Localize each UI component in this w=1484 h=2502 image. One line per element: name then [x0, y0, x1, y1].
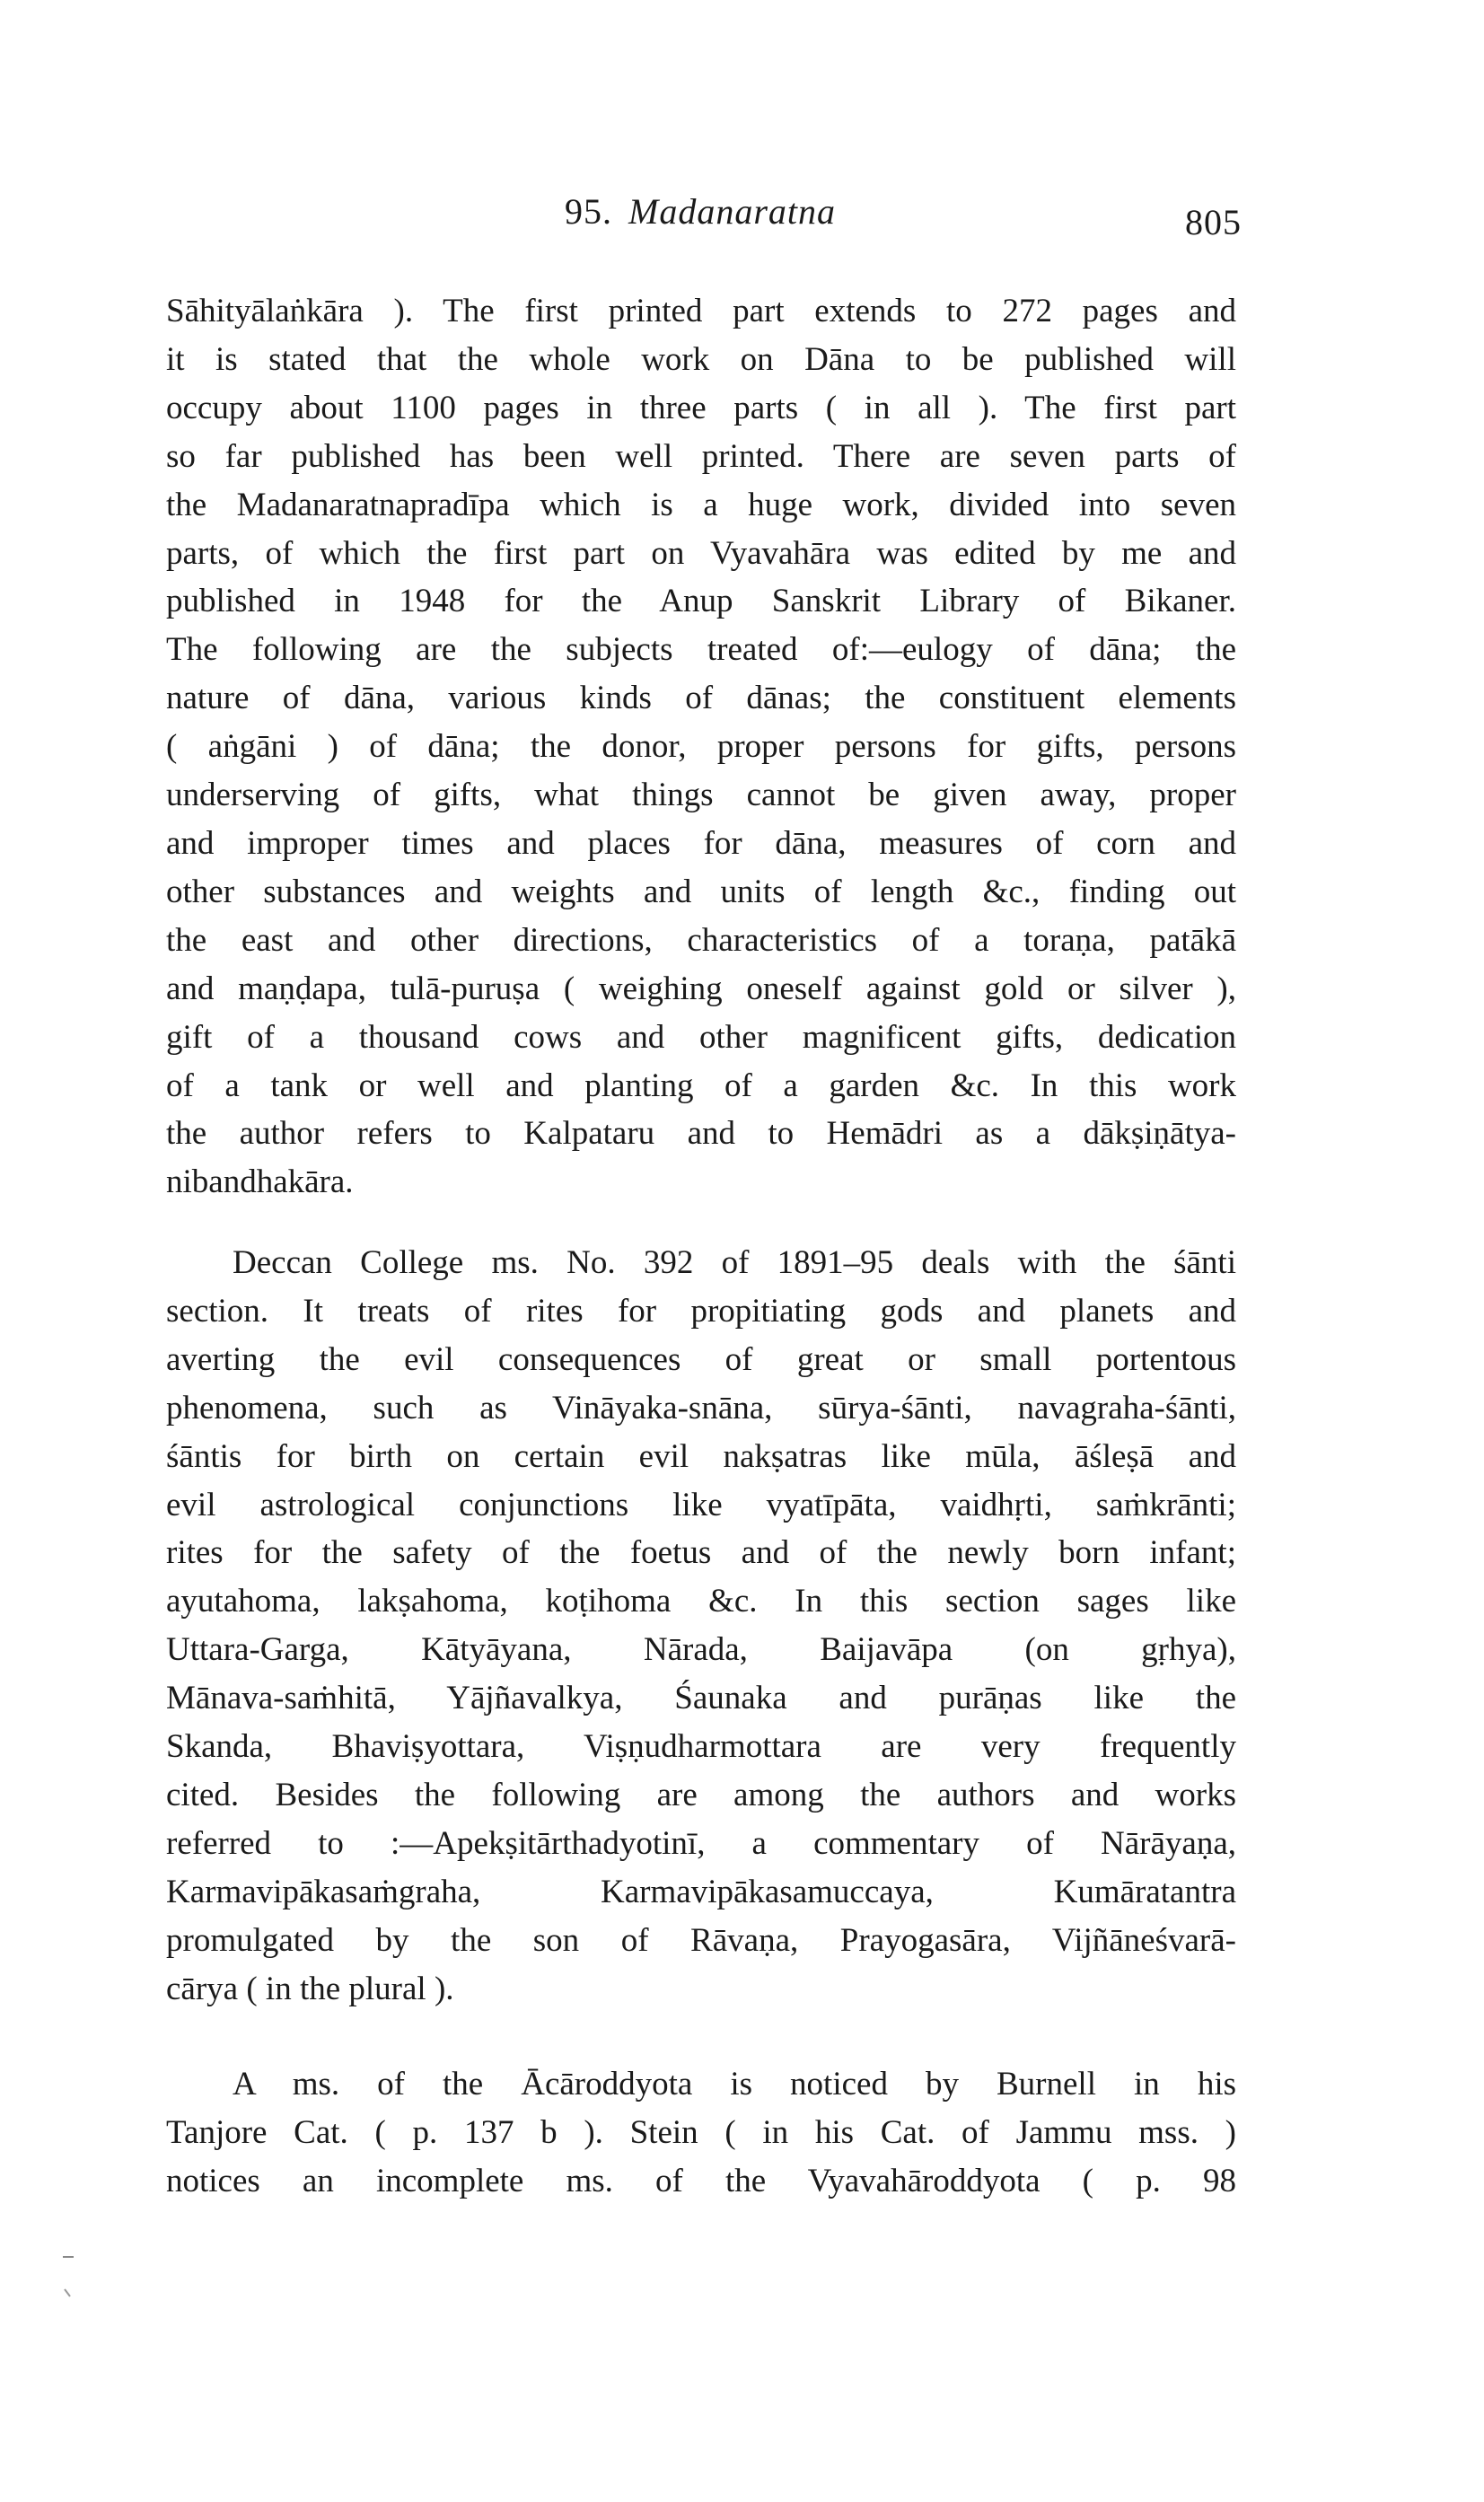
page-number: 805 — [1185, 202, 1242, 242]
text-line: Karmavipākasaṁgraha, Karmavipākasamuccaya, Kumāratantra — [166, 1873, 1236, 1910]
text-line: referred to :—Apekṣitārthadyotinī, a commentary of Nārāyaṇa, — [166, 1824, 1236, 1862]
text-line: underserving of gifts, what things cannot be given away, proper — [166, 777, 1236, 814]
text-line: śāntis for birth on certain evil nakṣatras like mūla, āśleṣā and — [166, 1437, 1236, 1475]
text-line: Sāhityālaṅkāra ). The first printed part extends to 272 pages and — [166, 293, 1236, 329]
paragraph-dana-subjects — [166, 287, 1236, 1207]
text-line: ayutahoma, lakṣahoma, koṭihoma &c. In this section sages like — [166, 1583, 1236, 1620]
text-line: it is stated that the whole work on Dāna to be published will — [166, 340, 1236, 378]
margin-scan-marks — [61, 2253, 79, 2307]
text-line: the Madanaratnapradīpa which is a huge work, divided into seven — [166, 486, 1236, 523]
text-line: A ms. of the Ācāroddyota is noticed by Burnell in his — [233, 2066, 1236, 2103]
text-line: Skanda, Bhaviṣyottara, Viṣṇudharmottara are very frequently — [166, 1728, 1236, 1766]
paragraph-acaroddyota-ms — [166, 2060, 1236, 2206]
text-line: and maṇḍapa, tulā-puruṣa ( weighing oneself against gold or silver ), — [166, 970, 1236, 1007]
text-line: evil astrological conjunctions like vyatīpāta, vaidhṛti, saṁkrānti; — [166, 1486, 1236, 1523]
text-line: other substances and weights and units of length &c., finding out — [166, 873, 1236, 910]
scan-dash-marks — [61, 2253, 79, 2307]
text-line: Deccan College ms. No. 392 of 1891–95 deals with the śānti — [233, 1244, 1236, 1281]
running-title — [162, 190, 1239, 233]
text-line: and improper times and places for dāna, measures of corn and — [166, 824, 1236, 862]
paragraph-deccan-college-ms — [166, 1239, 1236, 2014]
text-line: ( aṅgāni ) of dāna; the donor, proper persons for gifts, persons — [166, 728, 1236, 766]
text-line: section. It treats of rites for propitiating gods and planets and — [166, 1292, 1236, 1330]
text-line: the author refers to Kalpataru and to Hemādri as a dākṣiṇātya- — [166, 1115, 1236, 1153]
text-line: so far published has been well printed. There are seven parts of — [166, 437, 1236, 475]
text-line: rites for the safety of the foetus and of the newly born infant; — [166, 1534, 1236, 1572]
text-line: nature of dāna, various kinds of dānas; the constituent elements — [166, 680, 1236, 717]
text-line: cited. Besides the following are among the authors and works — [166, 1776, 1236, 1813]
text-line: Uttara-Garga, Kātyāyana, Nārada, Baijavāpa (on gṛhya), — [166, 1631, 1236, 1669]
text-line: gift of a thousand cows and other magnificent gifts, dedication — [166, 1018, 1236, 1056]
text-line: published in 1948 for the Anup Sanskrit Library of Bikaner. — [166, 583, 1236, 620]
text-line: cārya ( in the plural ). — [166, 1970, 454, 2007]
text-line: notices an incomplete ms. of the Vyavahāroddyota ( p. 98 — [166, 2162, 1236, 2199]
page-header — [162, 190, 1242, 244]
text-line: of a tank or well and planting of a garden &c. In this work — [166, 1067, 1236, 1104]
chapter-title: Madanaratna — [628, 191, 836, 232]
text-line: The following are the subjects treated of:—eulogy of dāna; the — [166, 631, 1236, 669]
text-line: Mānava-saṁhitā, Yājñavalkya, Śaunaka and purāṇas like the — [166, 1680, 1236, 1717]
text-line: occupy about 1100 pages in three parts ( in all ). The first part — [166, 389, 1236, 426]
text-line: parts, of which the first part on Vyavahāra was edited by me and — [166, 534, 1236, 572]
text-line: promulgated by the son of Rāvaṇa, Prayogasāra, Vijñāneśvarā- — [166, 1921, 1236, 1959]
text-line: phenomena, such as Vināyaka-snāna, sūrya-śānti, navagraha-śānti, — [166, 1389, 1236, 1427]
text-line: the east and other directions, characteristics of a toraṇa, patākā — [166, 921, 1236, 959]
text-line: averting the evil consequences of great or small portentous — [166, 1340, 1236, 1378]
text-line: Tanjore Cat. ( p. 137 b ). Stein ( in his Cat. of Jammu mss. ) — [166, 2113, 1236, 2151]
text-line: nibandhakāra. — [166, 1163, 354, 1201]
chapter-number: 95. — [565, 191, 612, 232]
